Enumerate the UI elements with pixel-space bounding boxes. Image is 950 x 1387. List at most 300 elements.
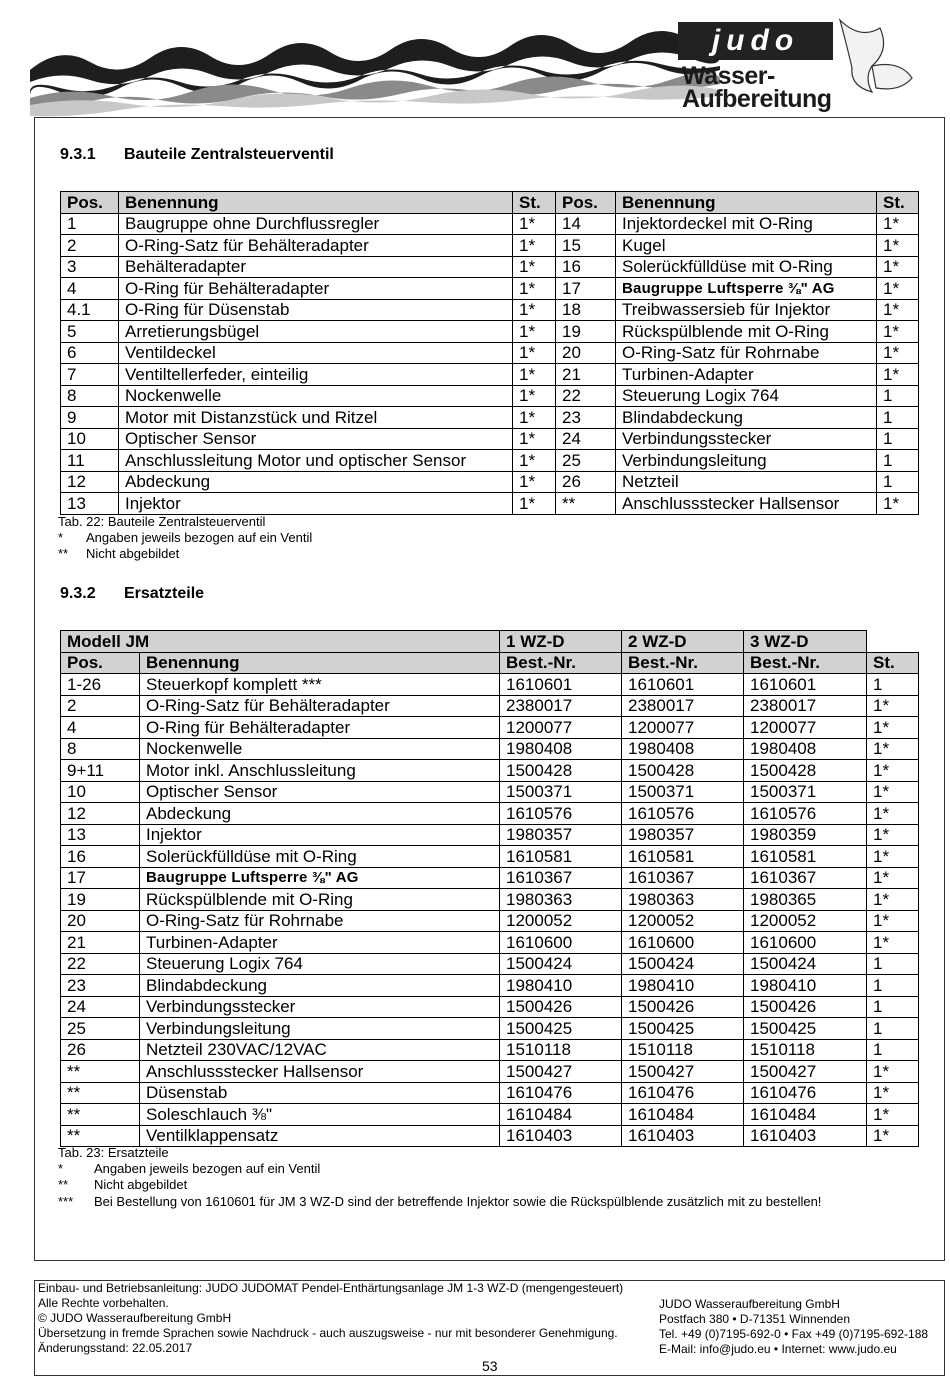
table-cell: Blindabdeckung (140, 975, 500, 997)
table-cell: Turbinen-Adapter (140, 932, 500, 954)
section1-title: Bauteile Zentralsteuerventil (124, 146, 334, 163)
table-cell: 2380017 (744, 695, 867, 717)
table-cell: 19 (61, 889, 140, 911)
table-cell: Injektor (119, 493, 513, 515)
table-cell: 1980410 (500, 975, 622, 997)
table-cell: Nockenwelle (140, 738, 500, 760)
table-cell: 1610403 (622, 1125, 744, 1147)
table1-caption: Tab. 22: Bauteile Zentralsteuerventil (58, 514, 266, 529)
header-benennung: Benennung (140, 652, 500, 674)
table2-note (58, 1161, 320, 1177)
table-cell: 1 (867, 975, 919, 997)
parts-table-row (61, 299, 919, 321)
parts-table-row (61, 321, 919, 343)
table-cell: 1610581 (622, 846, 744, 868)
table-cell: 1500371 (622, 781, 744, 803)
table-cell: 1* (513, 471, 556, 493)
table-cell: Anschlussstecker Hallsensor (140, 1061, 500, 1083)
table-cell: 1510118 (500, 1039, 622, 1061)
table-cell: ** (61, 1061, 140, 1083)
table-cell: 1610576 (744, 803, 867, 825)
table-cell: 1 (867, 1039, 919, 1061)
spare-parts-row (61, 1039, 919, 1061)
table-cell: 1* (877, 493, 919, 515)
table-cell: ** (61, 1082, 140, 1104)
note-mark: * (58, 1161, 64, 1176)
table-cell: 1* (513, 407, 556, 429)
table-cell: 1200077 (500, 717, 622, 739)
table-cell: 1* (867, 846, 919, 868)
table-cell: 1* (513, 385, 556, 407)
footer-left-line: Alle Rechte vorbehalten. (38, 1296, 169, 1310)
table-cell: 1610484 (500, 1104, 622, 1126)
table-cell: O-Ring für Düsenstab (119, 299, 513, 321)
table-cell: ** (61, 1104, 140, 1126)
table-cell: Baugruppe ohne Durchflussregler (119, 213, 513, 235)
table-cell: 1* (867, 695, 919, 717)
table-cell: 1500425 (500, 1018, 622, 1040)
parts-table-row (61, 493, 919, 515)
table-cell: 1* (867, 867, 919, 889)
table-cell: Ventildeckel (119, 342, 513, 364)
table-cell: 1500371 (500, 781, 622, 803)
parts-table-row (61, 256, 919, 278)
table-cell: 17 (556, 278, 616, 300)
table-cell: 1500427 (622, 1061, 744, 1083)
table-cell: 1* (877, 342, 919, 364)
table-cell: 1* (867, 1104, 919, 1126)
table-cell: 1 (867, 1018, 919, 1040)
table-cell: 1500428 (622, 760, 744, 782)
table-cell: 24 (556, 428, 616, 450)
table-cell: 1200052 (500, 910, 622, 932)
table-cell: 26 (556, 471, 616, 493)
footer-left-line: Übersetzung in fremde Sprachen sowie Nachdruck - auch auszugsweise - nur mit besonderer Genehmigung. (38, 1326, 618, 1340)
table-cell: 1500428 (744, 760, 867, 782)
table-cell: 1500428 (500, 760, 622, 782)
table-cell: 1* (513, 299, 556, 321)
table-cell: Optischer Sensor (140, 781, 500, 803)
table-cell: 1 (877, 450, 919, 472)
table-cell: 24 (61, 996, 140, 1018)
table1-note (58, 530, 312, 546)
footer-right-line: E-Mail: info@judo.eu • Internet: www.judo.eu (659, 1342, 897, 1356)
table-cell: Verbindungsstecker (616, 428, 877, 450)
spare-parts-row (61, 996, 919, 1018)
table-cell: 1980365 (744, 889, 867, 911)
table-cell: 1* (513, 235, 556, 257)
table-cell: 1 (867, 996, 919, 1018)
table-cell: 1500424 (500, 953, 622, 975)
table-cell: Treibwassersieb für Injektor (616, 299, 877, 321)
note-text: Angaben jeweils bezogen auf ein Ventil (94, 1161, 321, 1176)
table-cell: 1500426 (744, 996, 867, 1018)
table-cell: 1610484 (744, 1104, 867, 1126)
table-cell: O-Ring für Behälteradapter (119, 278, 513, 300)
table-cell: 1500426 (622, 996, 744, 1018)
table-cell: 1 (877, 471, 919, 493)
table-cell: 25 (556, 450, 616, 472)
table-cell: 1980408 (500, 738, 622, 760)
table-cell: 8 (61, 738, 140, 760)
table-cell: O-Ring-Satz für Rohrnabe (616, 342, 877, 364)
table-cell: 1* (877, 364, 919, 386)
spare-parts-row (61, 760, 919, 782)
spare-parts-row (61, 1125, 919, 1147)
spare-parts-row (61, 695, 919, 717)
table-cell: 1* (513, 450, 556, 472)
table-cell: Solerückfülldüse mit O-Ring (140, 846, 500, 868)
table-cell: 1* (867, 910, 919, 932)
table-cell: Nockenwelle (119, 385, 513, 407)
table-cell: 1610601 (500, 674, 622, 696)
table-cell: 1980363 (622, 889, 744, 911)
table-cell: Netzteil 230VAC/12VAC (140, 1039, 500, 1061)
logo-line1: Wasser- (682, 62, 775, 90)
table-cell: 1* (513, 213, 556, 235)
table-cell: Arretierungsbügel (119, 321, 513, 343)
table2-note (58, 1177, 187, 1193)
parts-table-row (61, 407, 919, 429)
table-cell: 1200052 (744, 910, 867, 932)
table-cell: 1610403 (500, 1125, 622, 1147)
table-cell: 4 (61, 278, 119, 300)
model-1wzd: 1 WZ-D (500, 631, 622, 653)
table2-note (58, 1194, 821, 1210)
parts-table-row (61, 385, 919, 407)
table-cell: 1610601 (744, 674, 867, 696)
table-cell: Injektor (140, 824, 500, 846)
page-number: 53 (482, 1358, 498, 1374)
spare-parts-row (61, 1082, 919, 1104)
note-text: Nicht abgebildet (94, 1177, 188, 1192)
table-cell: 1 (877, 428, 919, 450)
table-cell: 12 (61, 471, 119, 493)
header-st: St. (867, 652, 919, 674)
table-cell: 1980408 (744, 738, 867, 760)
table-cell: 1* (867, 889, 919, 911)
table-cell: 1500426 (500, 996, 622, 1018)
spare-parts-row (61, 953, 919, 975)
spare-parts-header (61, 652, 919, 674)
header-benennung: Benennung (119, 192, 513, 214)
table-cell: 1 (867, 674, 919, 696)
parts-table-row (61, 428, 919, 450)
table-cell: Baugruppe Luftsperre ⅜" AG (140, 867, 500, 889)
table-cell: 19 (556, 321, 616, 343)
table2-caption: Tab. 23: Ersatzteile (58, 1145, 169, 1160)
table-cell: O-Ring-Satz für Behälteradapter (140, 695, 500, 717)
parts-table-row (61, 364, 919, 386)
table-cell: Rückspülblende mit O-Ring (140, 889, 500, 911)
table-cell: Verbindungsleitung (616, 450, 877, 472)
table-cell: Blindabdeckung (616, 407, 877, 429)
table-cell: 26 (61, 1039, 140, 1061)
table-cell: 1510118 (744, 1039, 867, 1061)
table-cell: 2 (61, 235, 119, 257)
footer-left-line: Änderungsstand: 22.05.2017 (38, 1341, 193, 1355)
table-cell: 1610600 (622, 932, 744, 954)
spare-parts-row (61, 867, 919, 889)
table-cell: 1610476 (744, 1082, 867, 1104)
table-cell: Injektordeckel mit O-Ring (616, 213, 877, 235)
table-cell: 1500427 (500, 1061, 622, 1083)
spare-parts-row (61, 781, 919, 803)
empty-cell (867, 631, 919, 653)
header-st: St. (513, 192, 556, 214)
header-st: St. (877, 192, 919, 214)
table-cell: Kugel (616, 235, 877, 257)
table-cell: 1* (877, 213, 919, 235)
spare-parts-row (61, 910, 919, 932)
table-cell: 6 (61, 342, 119, 364)
section1-heading (60, 146, 334, 164)
table-cell: 1* (867, 760, 919, 782)
table-cell: 7 (61, 364, 119, 386)
header-best-nr: Best.-Nr. (622, 652, 744, 674)
table-cell: 4.1 (61, 299, 119, 321)
parts-table-header (61, 192, 919, 214)
table-cell: 25 (61, 1018, 140, 1040)
header-best-nr: Best.-Nr. (500, 652, 622, 674)
spare-parts-row (61, 1018, 919, 1040)
table-cell: ** (556, 493, 616, 515)
table-cell: 1* (513, 493, 556, 515)
table-cell: 1* (867, 1082, 919, 1104)
table-cell: 16 (61, 846, 140, 868)
table-cell: 1500425 (744, 1018, 867, 1040)
table-cell: 1500427 (744, 1061, 867, 1083)
note-mark: * (58, 530, 64, 545)
footer-right-line: Tel. +49 (0)7195-692-0 • Fax +49 (0)7195-692-188 (659, 1327, 929, 1341)
table-cell: Netzteil (616, 471, 877, 493)
table-cell: Steuerkopf komplett *** (140, 674, 500, 696)
table-cell: 1* (867, 738, 919, 760)
table-cell: O-Ring-Satz für Rohrnabe (140, 910, 500, 932)
header-best-nr: Best.-Nr. (744, 652, 867, 674)
footer-left-line: Einbau- und Betriebsanleitung: JUDO JUDOMAT Pendel-Enthärtungsanlage JM 1-3 WZ-D (mengengesteuert) (38, 1281, 624, 1295)
table-cell: 1500424 (744, 953, 867, 975)
spare-parts-table (60, 630, 919, 1147)
table-cell: 2380017 (500, 695, 622, 717)
table-cell: 1500425 (622, 1018, 744, 1040)
table-cell: 1610367 (744, 867, 867, 889)
table-cell: 1* (877, 278, 919, 300)
table-cell: 1610581 (500, 846, 622, 868)
table-cell: 1* (877, 235, 919, 257)
model-header-row (61, 631, 919, 653)
table-cell: 1610476 (622, 1082, 744, 1104)
spare-parts-row (61, 824, 919, 846)
table-cell: 10 (61, 781, 140, 803)
spare-parts-row (61, 932, 919, 954)
spare-parts-row (61, 1061, 919, 1083)
table-cell: 15 (556, 235, 616, 257)
note-text: Nicht abgebildet (86, 546, 180, 561)
table-cell: 22 (556, 385, 616, 407)
table-cell: 1* (867, 781, 919, 803)
table-cell: 1610367 (500, 867, 622, 889)
note-mark: ** (58, 1177, 69, 1192)
table-cell: 1980410 (744, 975, 867, 997)
note-text: Bei Bestellung von 1610601 für JM 3 WZ-D sind der betreffende Injektor sowie die Rückspülblende zusätzlich mit zu bestellen! (94, 1194, 822, 1209)
table-cell: 16 (556, 256, 616, 278)
table-cell: 21 (556, 364, 616, 386)
table-cell: 1610576 (500, 803, 622, 825)
parts-table-row (61, 450, 919, 472)
header-benennung: Benennung (616, 192, 877, 214)
judo-logo (678, 22, 833, 112)
spare-parts-row (61, 717, 919, 739)
spare-parts-row (61, 846, 919, 868)
table-cell: 21 (61, 932, 140, 954)
table1-note (58, 546, 179, 562)
table-cell: 1 (867, 953, 919, 975)
table-cell: 1 (877, 385, 919, 407)
table-cell: 1-26 (61, 674, 140, 696)
table-cell: 1980357 (500, 824, 622, 846)
table-cell: 22 (61, 953, 140, 975)
table-cell: Rückspülblende mit O-Ring (616, 321, 877, 343)
table-cell: 1* (867, 824, 919, 846)
table-cell: 9 (61, 407, 119, 429)
table-cell: 1200077 (622, 717, 744, 739)
table-cell: 1610600 (500, 932, 622, 954)
table-cell: 1 (61, 213, 119, 235)
spare-parts-row (61, 674, 919, 696)
table-cell: 1610484 (622, 1104, 744, 1126)
spare-parts-row (61, 975, 919, 997)
table-cell: Motor inkl. Anschlussleitung (140, 760, 500, 782)
table-cell: 1* (877, 321, 919, 343)
table-cell: 9+11 (61, 760, 140, 782)
table-cell: 10 (61, 428, 119, 450)
table-cell: 1610600 (744, 932, 867, 954)
table-cell: Anschlussstecker Hallsensor (616, 493, 877, 515)
note-text: Angaben jeweils bezogen auf ein Ventil (86, 530, 313, 545)
model-2wzd: 2 WZ-D (622, 631, 744, 653)
table-cell: 1* (513, 278, 556, 300)
table-cell: 17 (61, 867, 140, 889)
table-cell: 1500371 (744, 781, 867, 803)
table-cell: Verbindungsstecker (140, 996, 500, 1018)
table-cell: 1* (513, 364, 556, 386)
parts-table (60, 191, 919, 515)
table-cell: Optischer Sensor (119, 428, 513, 450)
table-cell: 1510118 (622, 1039, 744, 1061)
footer-right-line: JUDO Wasseraufbereitung GmbH (659, 1297, 840, 1311)
table-cell: O-Ring für Behälteradapter (140, 717, 500, 739)
table-cell: 1980357 (622, 824, 744, 846)
table-cell: 1* (877, 256, 919, 278)
table-cell: Abdeckung (119, 471, 513, 493)
logo-brand: judo (678, 22, 833, 60)
table-cell: O-Ring-Satz für Behälteradapter (119, 235, 513, 257)
parts-table-row (61, 235, 919, 257)
table-cell: 5 (61, 321, 119, 343)
model-label: Modell JM (61, 631, 500, 653)
parts-table-row (61, 342, 919, 364)
table-cell: 1980363 (500, 889, 622, 911)
header-pos: Pos. (61, 652, 140, 674)
table-cell: Steuerung Logix 764 (616, 385, 877, 407)
table-cell: 13 (61, 493, 119, 515)
table-cell: 1980408 (622, 738, 744, 760)
table-cell: 1610576 (622, 803, 744, 825)
table-cell: 1* (867, 803, 919, 825)
header-pos: Pos. (556, 192, 616, 214)
logo-line2: Aufbereitung (682, 85, 832, 113)
table-cell: 1610476 (500, 1082, 622, 1104)
table-cell: 11 (61, 450, 119, 472)
table-cell: Motor mit Distanzstück und Ritzel (119, 407, 513, 429)
table-cell: 14 (556, 213, 616, 235)
table-cell: 1* (867, 932, 919, 954)
spare-parts-row (61, 1104, 919, 1126)
parts-table-row (61, 213, 919, 235)
parts-table-row (61, 278, 919, 300)
table-cell: Behälteradapter (119, 256, 513, 278)
section2-title: Ersatzteile (124, 585, 205, 602)
table-cell: 1610601 (622, 674, 744, 696)
parts-table-row (61, 471, 919, 493)
table-cell: Ventilklappensatz (140, 1125, 500, 1147)
table-cell: 1* (513, 342, 556, 364)
section2-number: 9.3.2 (60, 585, 96, 602)
table-cell: Abdeckung (140, 803, 500, 825)
table-cell: 13 (61, 824, 140, 846)
table-cell: 8 (61, 385, 119, 407)
table-cell: 1980410 (622, 975, 744, 997)
table-cell: 1500424 (622, 953, 744, 975)
note-mark: ** (58, 546, 69, 561)
table-cell: 23 (61, 975, 140, 997)
table-cell: Solerückfülldüse mit O-Ring (616, 256, 877, 278)
table-cell: Düsenstab (140, 1082, 500, 1104)
table-cell: 1* (877, 299, 919, 321)
spare-parts-row (61, 738, 919, 760)
note-mark: *** (58, 1194, 74, 1209)
model-3wzd: 3 WZ-D (744, 631, 867, 653)
table-cell: Steuerung Logix 764 (140, 953, 500, 975)
table-cell: Verbindungsleitung (140, 1018, 500, 1040)
table-cell: 1* (867, 1125, 919, 1147)
table-cell: 1* (513, 321, 556, 343)
table-cell: 1 (877, 407, 919, 429)
table-cell: 1610403 (744, 1125, 867, 1147)
table-cell: 1980359 (744, 824, 867, 846)
table-cell: 2380017 (622, 695, 744, 717)
section2-heading (60, 585, 204, 603)
table-cell: 1* (867, 717, 919, 739)
table-cell: ** (61, 1125, 140, 1147)
table-cell: 3 (61, 256, 119, 278)
table-cell: 1200077 (744, 717, 867, 739)
table-cell: 4 (61, 717, 140, 739)
table-cell: 23 (556, 407, 616, 429)
table-cell: Anschlussleitung Motor und optischer Sensor (119, 450, 513, 472)
table-cell: 18 (556, 299, 616, 321)
spare-parts-row (61, 803, 919, 825)
table-cell: 1* (513, 428, 556, 450)
table-cell: 20 (61, 910, 140, 932)
table-cell: 1* (867, 1061, 919, 1083)
table-cell: 12 (61, 803, 140, 825)
section1-number: 9.3.1 (60, 146, 96, 163)
table-cell: Ventiltellerfeder, einteilig (119, 364, 513, 386)
table-cell: 1610581 (744, 846, 867, 868)
spare-parts-row (61, 889, 919, 911)
